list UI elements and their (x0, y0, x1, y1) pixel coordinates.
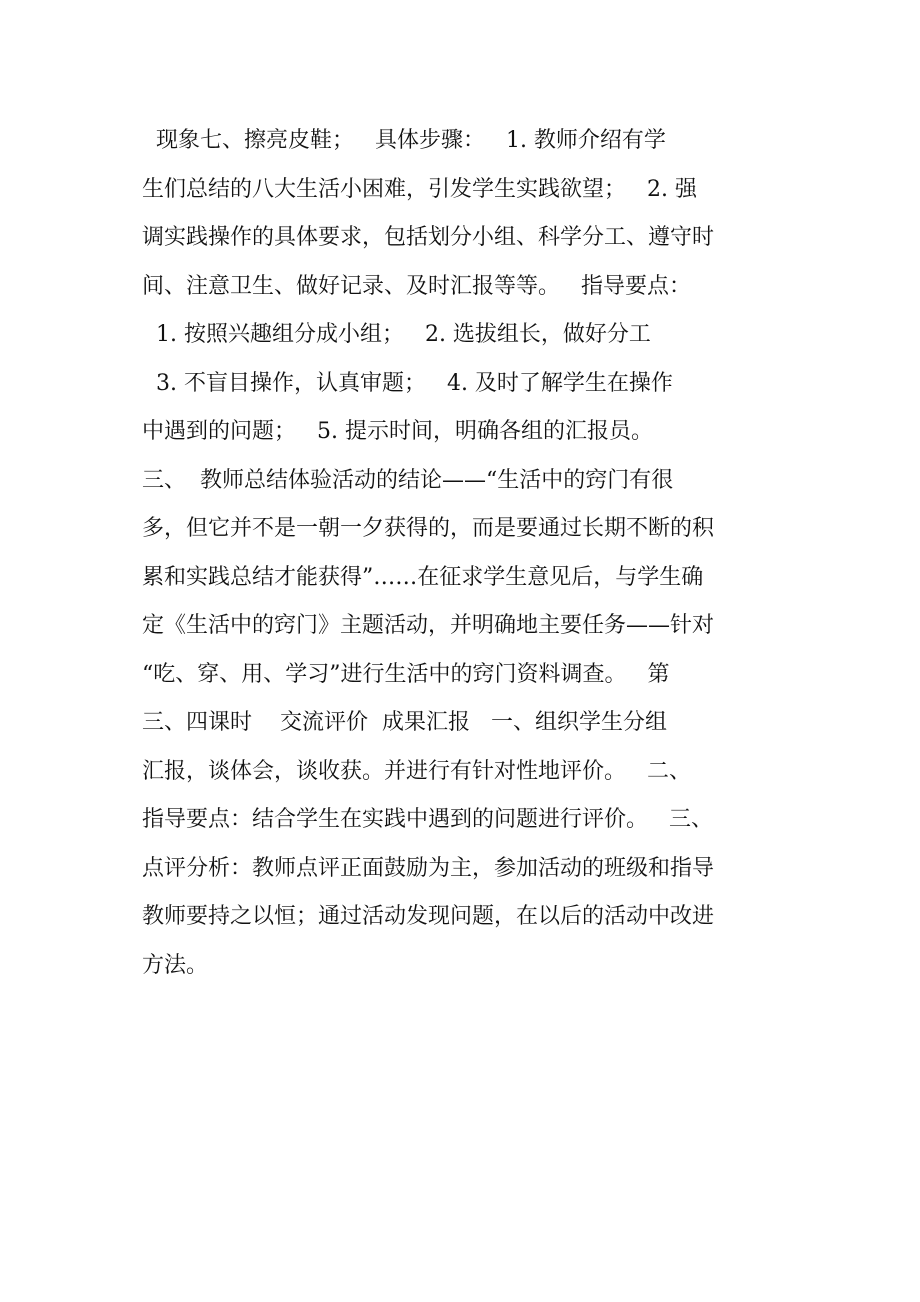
text-line: 教师要持之以恒；通过活动发现问题，在以后的活动中改进 (142, 904, 715, 929)
body-text (142, 117, 802, 990)
text-line: 中遇到的问题； 5. 提示时间，明确各组的汇报员。 (142, 419, 653, 444)
text-line: 生们总结的八大生活小困难，引发学生实践欲望； 2. 强 (142, 176, 697, 202)
text-line: 多，但它并不是一朝一夕获得的，而是要通过长期不断的积 (142, 516, 715, 541)
text-line: 间、注意卫生、做好记录、及时汇报等等。 指导要点： (142, 273, 691, 299)
text-line: 现象七、擦亮皮鞋； 具体步骤： 1. 教师介绍有学 (142, 128, 666, 153)
text-line: 定《生活中的窍门》主题活动，并明确地主要任务——针对 (142, 613, 715, 638)
text-line: 累和实践总结才能获得”……在征求学生意见后，与学生确 (142, 564, 704, 590)
text-line: 方法。 (142, 952, 209, 978)
text-line: 3. 不盲目操作，认真审题； 4. 及时了解学生在操作 (142, 370, 673, 396)
text-line: 指导要点：结合学生在实践中遇到的问题进行评价。 三、 (142, 807, 713, 832)
text-line: 调实践操作的具体要求，包括划分小组、科学分工、遵守时 (142, 225, 715, 250)
text-line: “吃、穿、用、学习”进行生活中的窍门资料调查。 第 (142, 661, 670, 687)
text-line: 三、四课时 交流评价 成果汇报 一、组织学生分组 (142, 710, 667, 735)
text-line: 点评分析：教师点评正面鼓励为主，参加活动的班级和指导 (142, 855, 715, 881)
text-line: 三、 教师总结体验活动的结论——“生活中的窍门有很 (142, 467, 674, 493)
text-line: 1. 按照兴趣组分成小组； 2. 选拔组长，做好分工 (142, 322, 651, 347)
text-line: 汇报，谈体会，谈收获。并进行有针对性地评价。 二、 (142, 758, 691, 784)
